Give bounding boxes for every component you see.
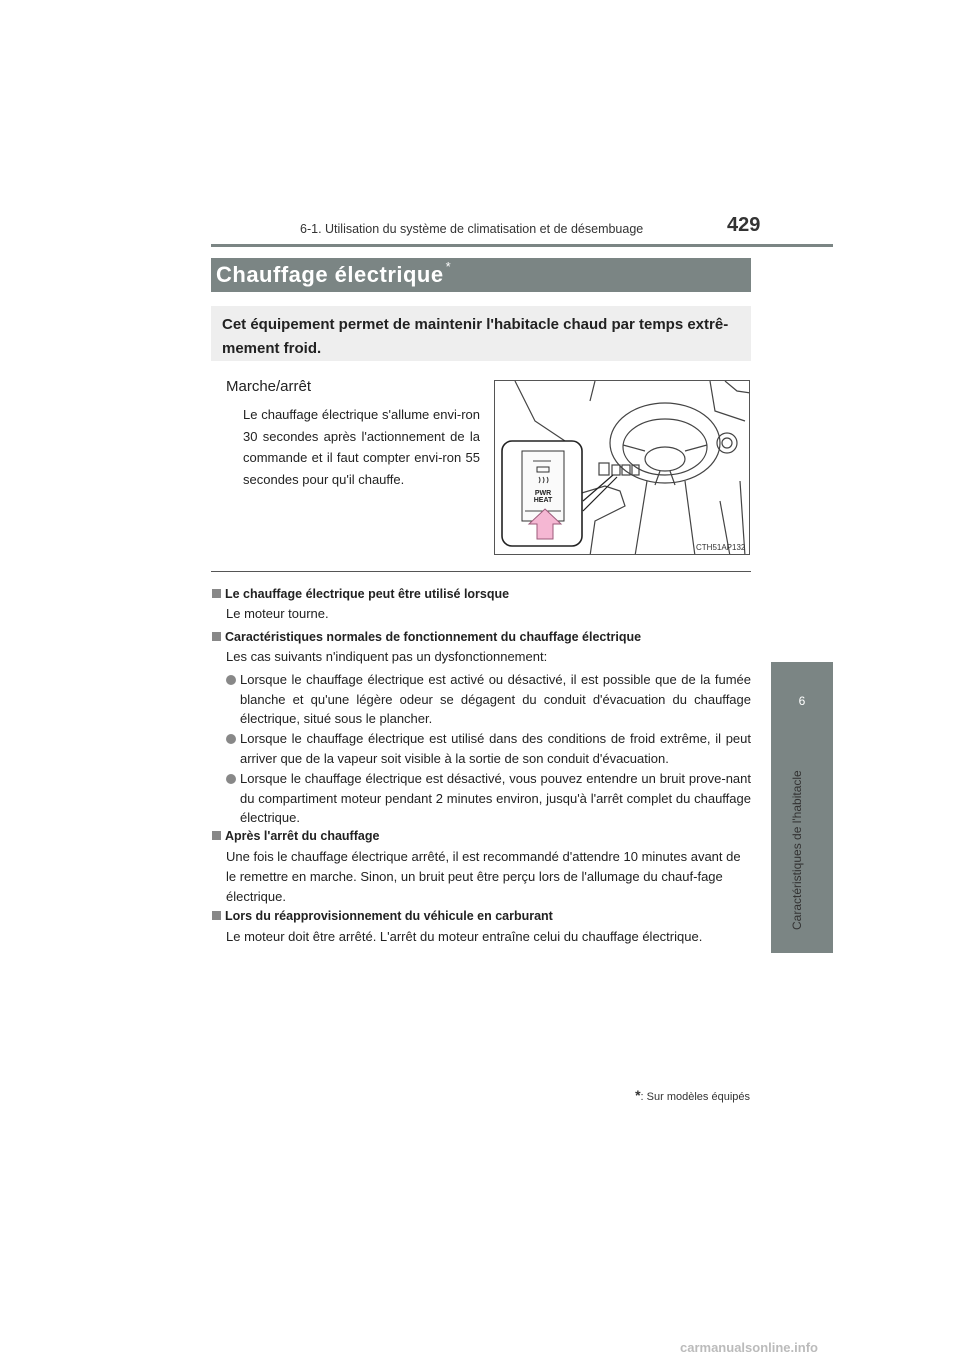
note-heading: Après l'arrêt du chauffage: [212, 829, 379, 843]
header-section-title: 6-1. Utilisation du système de climatisation et de désembuage: [300, 222, 644, 236]
note-heading: Le chauffage électrique peut être utilisé lorsque: [212, 587, 509, 601]
chapter-number: 6: [798, 694, 806, 708]
list-item: Lorsque le chauffage électrique est utilisé dans des conditions de froid extrême, il peut arriver que de la vapeur soit visible à la sortie de son conduit d'évacuation.: [240, 731, 751, 766]
footnote: *: Sur modèles équipés: [635, 1087, 750, 1103]
page-number: 429: [727, 214, 761, 236]
note-heading: Caractéristiques normales de fonctionnement du chauffage électrique: [212, 630, 641, 644]
section-divider: [211, 571, 751, 572]
watermark: carmanualsonline.info: [680, 1340, 818, 1355]
round-bullet-icon: [226, 734, 236, 744]
dashboard-drawing: [495, 381, 750, 555]
note-heading: Lors du réapprovisionnement du véhicule en carburant: [212, 909, 553, 923]
dashboard-illustration: [494, 380, 750, 555]
square-bullet-icon: [212, 632, 221, 641]
intro-text: Cet équipement permet de maintenir l'habitacle chaud par temps extrê-mement froid.: [222, 316, 729, 357]
square-bullet-icon: [212, 589, 221, 598]
figure-code: CTH51AP132: [696, 543, 746, 552]
round-bullet-icon: [226, 774, 236, 784]
switch-label-line2: HEAT: [533, 497, 553, 504]
list-item: Lorsque le chauffage électrique est activé ou désactivé, il est possible que de la fumée blanche et qu'une légère odeur se dégagent du conduit d'évacuation du chauffage électrique, situé sous le plancher.: [240, 672, 751, 726]
switch-label-line1: PWR: [534, 490, 552, 497]
list-item: Lorsque le chauffage électrique est désactivé, vous pouvez entendre un bruit prove-nant du compartiment moteur pendant 2 minutes environ, jusqu'à l'arrêt complet du chauffage électrique.: [240, 771, 751, 825]
on-off-description: Le chauffage électrique s'allume envi-ron 30 secondes après l'actionnement de la commande et il faut compter envi-ron 55 secondes pour qu'il chauffe.: [243, 407, 480, 487]
note-text: Les cas suivants n'indiquent pas un dysfonctionnement:: [226, 649, 548, 664]
square-bullet-icon: [212, 831, 221, 840]
asterisk-marker: *: [445, 259, 452, 274]
chapter-label: Caractéristiques de l'habitacle: [790, 770, 804, 930]
note-text: Une fois le chauffage électrique arrêté, il est recommandé d'attendre 10 minutes avant de le remettre en marche. Sinon, un bruit peut être perçu lors de l'allumage du chauf-fage électrique.: [226, 849, 741, 904]
header-divider: [211, 244, 833, 247]
note-text: Le moteur tourne.: [226, 606, 329, 621]
on-off-heading: Marche/arrêt: [226, 378, 312, 395]
section-title: Chauffage électrique *: [216, 259, 452, 287]
round-bullet-icon: [226, 675, 236, 685]
note-text: Le moteur doit être arrêté. L'arrêt du moteur entraîne celui du chauffage électrique.: [226, 929, 703, 944]
square-bullet-icon: [212, 911, 221, 920]
